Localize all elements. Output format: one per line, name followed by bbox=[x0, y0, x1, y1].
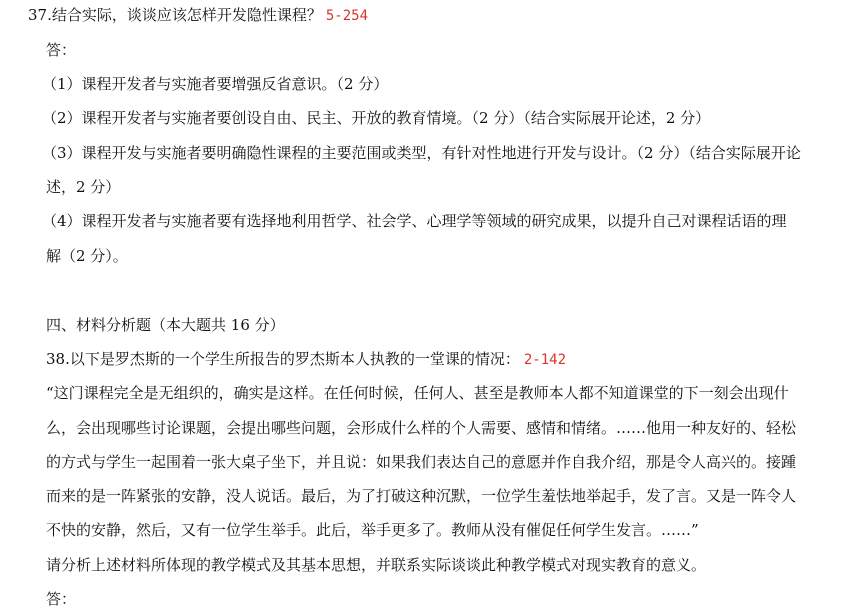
question-38-page-ref: 2-142 bbox=[523, 352, 567, 368]
question-38-title-line bbox=[46, 349, 566, 370]
question-38-answer-label: 答： bbox=[46, 590, 77, 608]
question-37-point-2: （2）课程开发者与实施者要创设自由、民主、开放的教育情境。（2 分）（结合实际展开论述，2 分） bbox=[42, 109, 711, 127]
question-37-point-4-continued: 解（2 分）。 bbox=[46, 247, 128, 265]
question-38-prompt: 请分析上述材料所体现的教学模式及其基本思想，并联系实际谈谈此种教学模式对现实教育的意义。 bbox=[46, 556, 707, 574]
question-37-point-4: （4）课程开发者与实施者要有选择地利用哲学、社会学、心理学等领域的研究成果，以提升自己对课程话语的理 bbox=[42, 212, 787, 230]
section-4-heading: 四、材料分析题（本大题共 16 分） bbox=[46, 316, 285, 334]
material-line-5: 不快的安静，然后，又有一位学生举手。此后，举手更多了。教师从没有催促任何学生发言。……” bbox=[46, 521, 699, 539]
question-37-title-line bbox=[28, 5, 368, 26]
question-37-point-1: （1）课程开发者与实施者要增强反省意识。（2 分） bbox=[42, 75, 389, 93]
question-37-page-ref: 5-254 bbox=[325, 8, 369, 24]
question-37-point-3-continued: 述，2 分） bbox=[46, 178, 121, 196]
question-37-answer-label: 答： bbox=[46, 41, 77, 59]
material-line-2: 么，会出现哪些讨论课题，会提出哪些问题，会形成什么样的个人需要、感情和情绪。……他用一种友好的、轻松 bbox=[46, 419, 797, 437]
material-line-1: “这门课程完全是无组织的，确实是这样。在任何时候，任何人、甚至是教师本人都不知道课堂的下一刻会出现什 bbox=[46, 384, 789, 402]
material-line-3: 的方式与学生一起围着一张大桌子坐下，并且说：如果我们表达自己的意愿并作自我介绍，那是令人高兴的。接踵 bbox=[46, 453, 797, 471]
question-37-point-3: （3）课程开发与实施者要明确隐性课程的主要范围或类型，有针对性地进行开发与设计。（2 分）（结合实际展开论 bbox=[42, 144, 801, 162]
material-line-4: 而来的是一阵紧张的安静，没人说话。最后，为了打破这种沉默，一位学生羞怯地举起手，发了言。又是一阵令人 bbox=[46, 487, 797, 505]
question-37-title: 37.结合实际，谈谈应该怎样开发隐性课程？ bbox=[28, 6, 322, 24]
question-38-title: 38.以下是罗杰斯的一个学生所报告的罗杰斯本人执教的一堂课的情况： bbox=[46, 350, 520, 368]
